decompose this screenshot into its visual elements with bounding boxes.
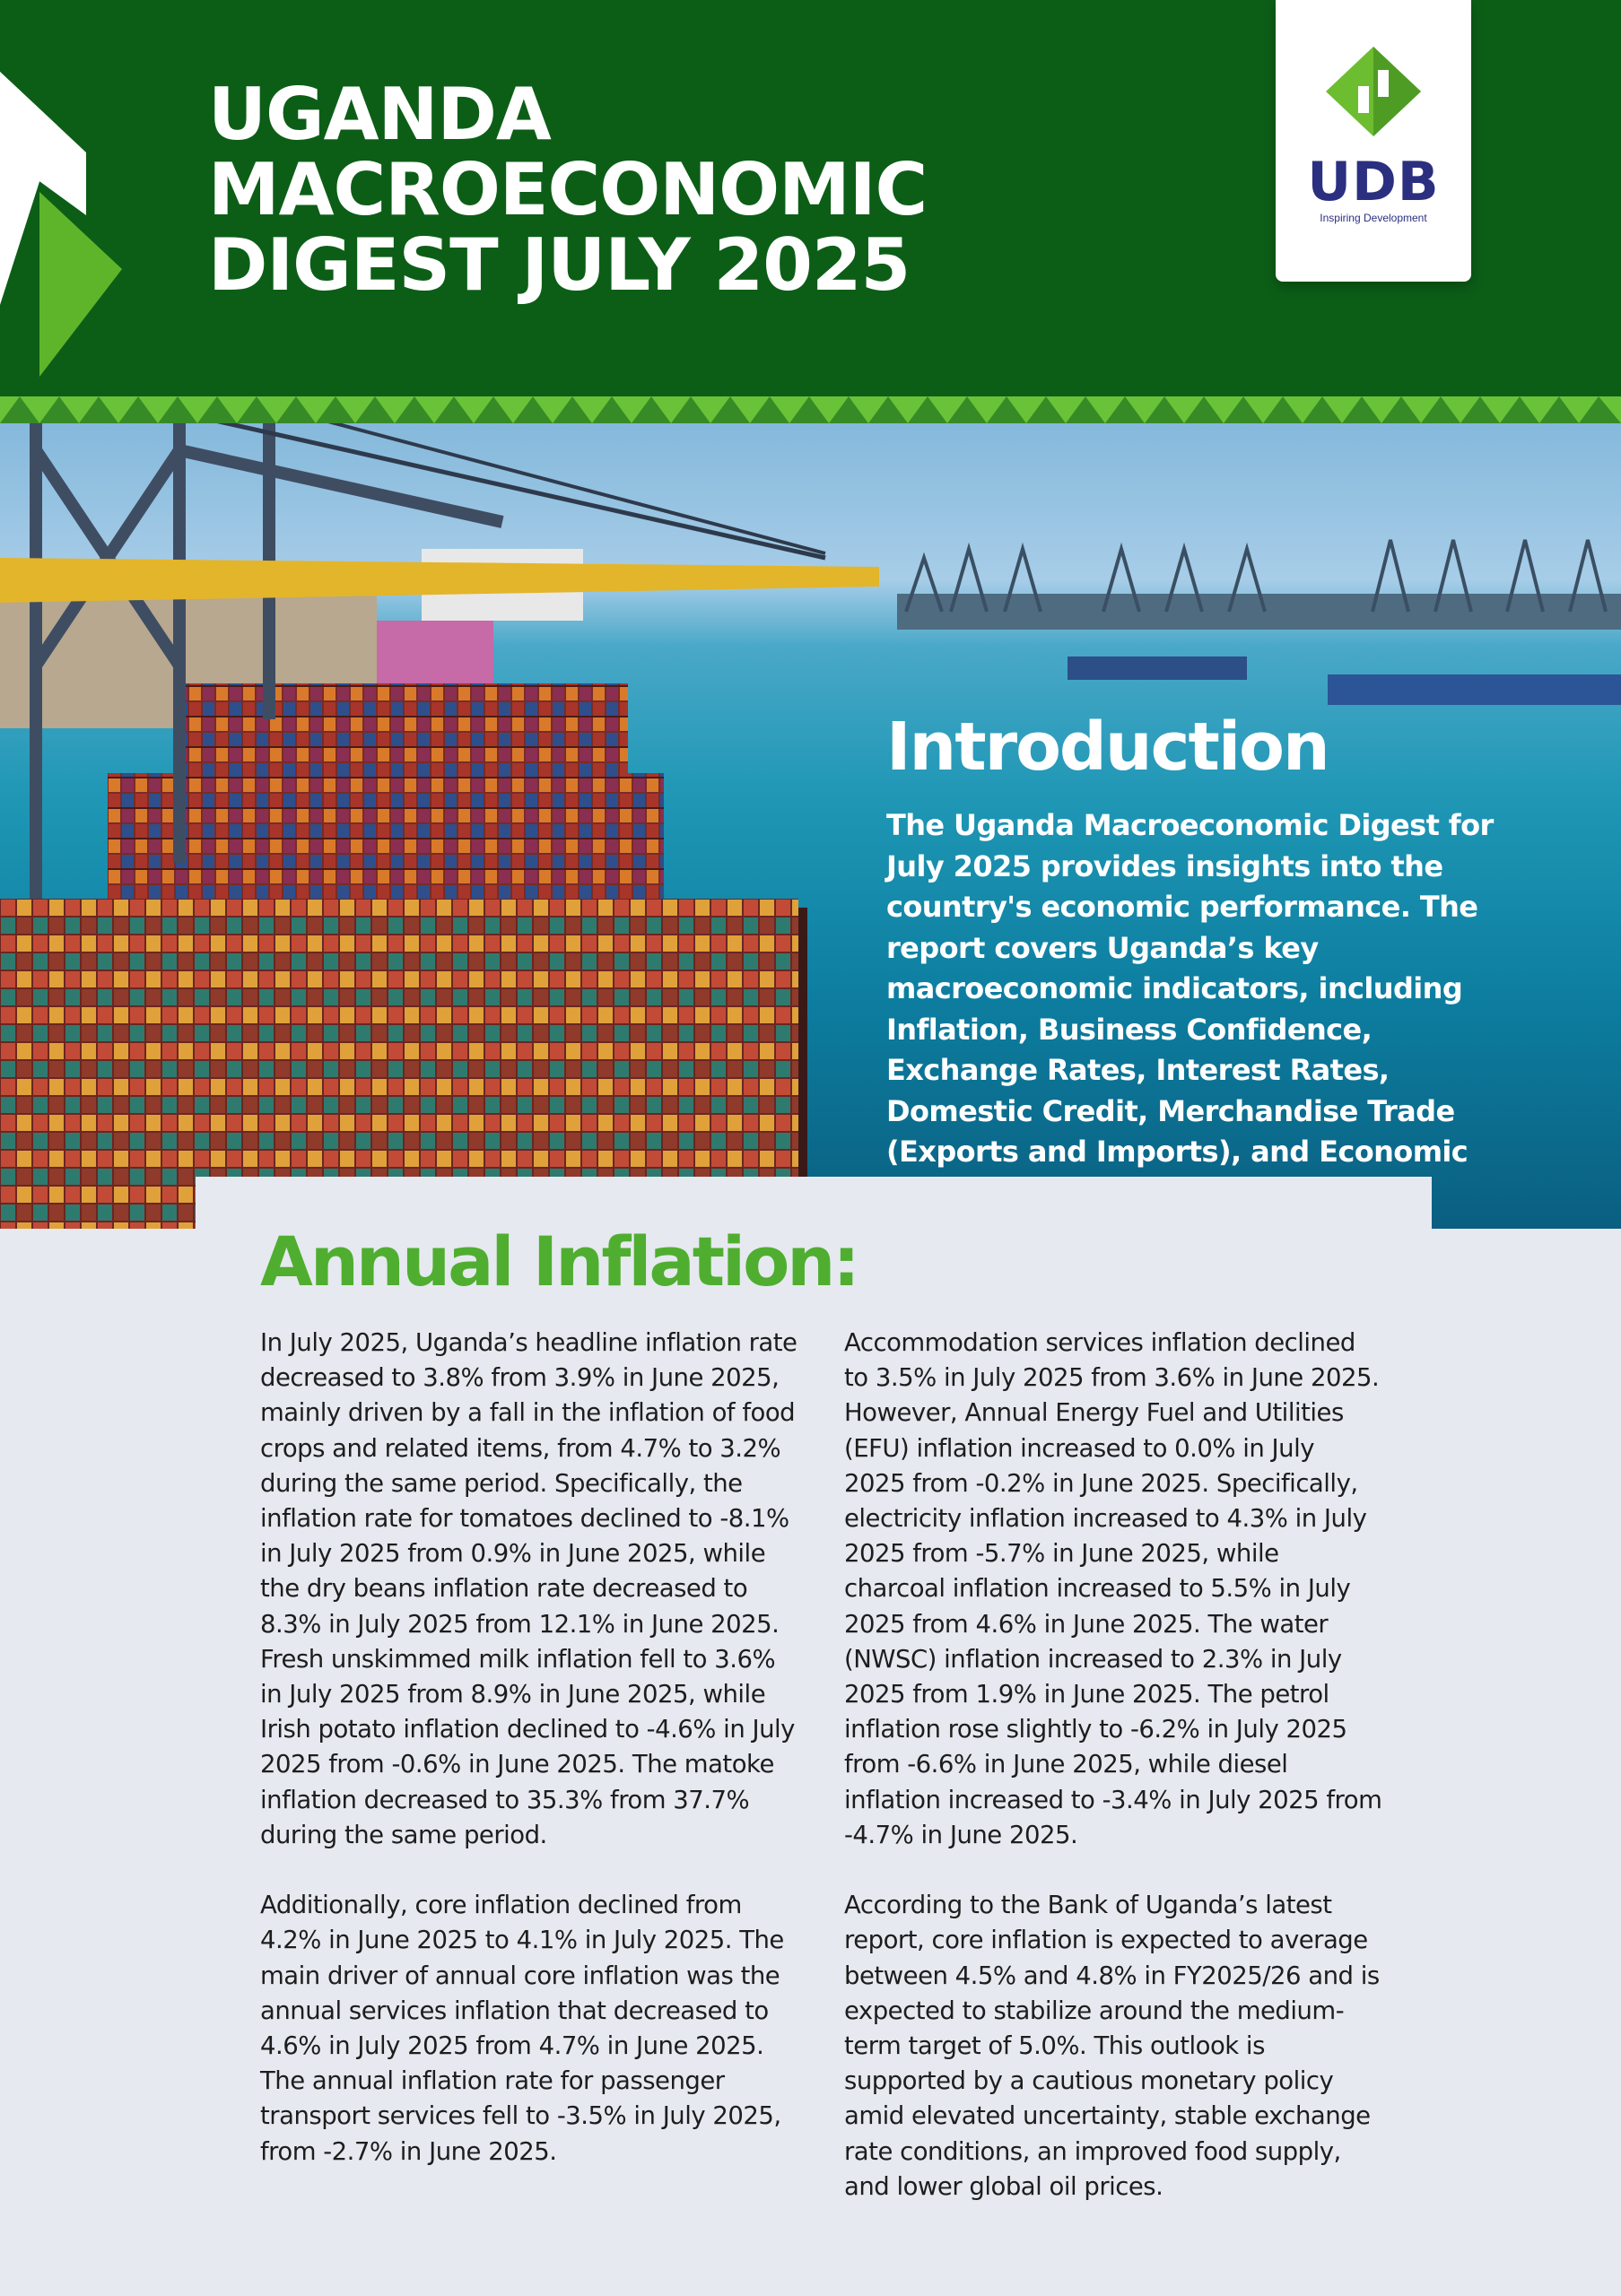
paragraph-energy-fuel-utilities: Accommodation services inflation declined to 3.5% in July 2025 from 3.6% in June 2025. However, Annual Energy Fuel and Utilities (EFU) inflation increased to 0.0% in July 2025 from -0.2% in June 2025. Specifically, electricity inflation increased to 4.3% in July 2025 from -5.7% in June 2025, while charcoal inflation increased to 5.5% in July 2025 from 4.6% in June 2025. The water (NWSC) inflation increased to 2.3% in July 2025 from 1.9% in June 2025. The petrol inflation rose slightly to -6.2% in July 2025 from -6.6% in June 2025, while diesel inflation increased to -3.4% in July 2025 from -4.7% in June 2025. bbox=[844, 1328, 1382, 1849]
hero-port-image bbox=[0, 396, 1621, 1229]
title-line-1: UGANDA bbox=[208, 73, 551, 156]
zigzag-border-decoration bbox=[0, 396, 1621, 423]
paragraph-headline-inflation: In July 2025, Uganda’s headline inflation rate decreased to 3.8% from 3.9% in June 2025, mainly driven by a fall in the inflation of food crops and related items, from 4.7% to 3.2% during the same period. Specifically, the inflation rate for tomatoes declined to -8.1% in July 2025 from 0.9% in June 2025, while the dry beans inflation rate decreased to 8.3% in July 2025 from 12.1% in June 2025. Fresh unskimmed milk inflation fell to 3.6% in July 2025 from 8.9% in June 2025, while Irish potato inflation declined to -4.6% in July 2025 from -0.6% in June 2025. The matoke inflation decreased to 35.3% from 37.7% during the same period. bbox=[260, 1328, 797, 1849]
paragraph-core-inflation: Additionally, core inflation declined from 4.2% in June 2025 to 4.1% in July 2025. The main driver of annual core inflation was the annual services inflation that decreased to 4.6% in July 2025 from 4.7% in June 2025. The annual inflation rate for passenger transport services fell to -3.5% in July 2025, from -2.7% in June 2025. bbox=[260, 1891, 784, 2166]
paragraph-inflation-outlook: According to the Bank of Uganda’s latest report, core inflation is expected to average between 4.5% and 4.8% in FY2025/26 and is expected to stabilize around the medium-term target of 5.0%. This outlook is supported by a cautious monetary policy amid elevated uncertainty, stable exchange rate conditions, an improved food supply, and lower global oil prices. bbox=[844, 1891, 1380, 2201]
title-line-3: DIGEST JULY 2025 bbox=[208, 223, 911, 307]
logo-wordmark: UDB bbox=[1307, 151, 1440, 213]
right-column bbox=[844, 1326, 1382, 2239]
introduction-section bbox=[886, 707, 1532, 1213]
introduction-heading: Introduction bbox=[886, 709, 1329, 786]
udb-logo bbox=[1276, 0, 1471, 282]
logo-tagline: Inspiring Development bbox=[1320, 212, 1427, 224]
chevron-arrow-decoration bbox=[0, 0, 144, 399]
document-title bbox=[208, 73, 928, 307]
introduction-text: The Uganda Macroeconomic Digest for July 2025 provides insights into the country's economic performance. The report covers Uganda’s key macroeconomic indicators, including Inflation, Business Confidence, Exchange Rates, Interest Rates, Domestic Credit, Merchandise Trade (Exports and Imports), and Economic bbox=[886, 808, 1494, 1169]
title-line-2: MACROECONOMIC bbox=[208, 148, 928, 231]
annual-inflation-heading: Annual Inflation: bbox=[260, 1222, 858, 1301]
annual-inflation-section bbox=[196, 1177, 1432, 2296]
udb-diamond-logo-icon bbox=[1326, 47, 1421, 136]
left-column bbox=[260, 1326, 798, 2205]
